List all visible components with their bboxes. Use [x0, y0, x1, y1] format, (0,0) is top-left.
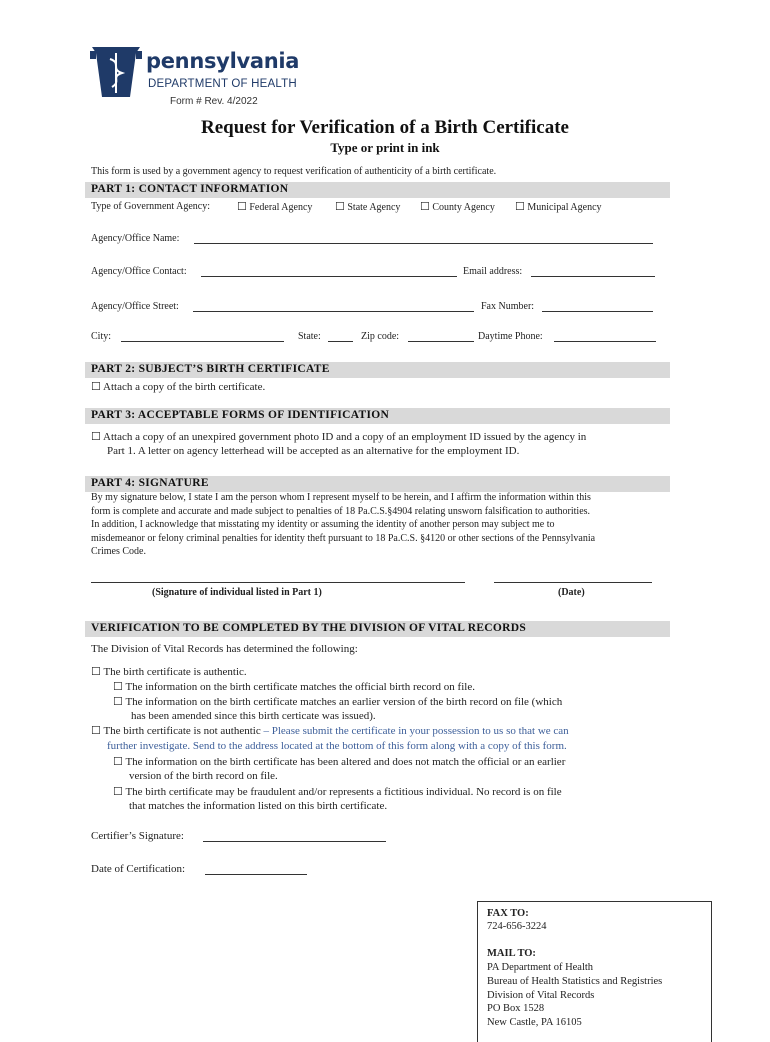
agency-contact-field[interactable]	[201, 276, 457, 277]
certifier-signature-label: Certifier’s Signature:	[91, 830, 184, 842]
checkbox-icon: ☐	[335, 201, 345, 213]
agency-type-municipal[interactable]: ☐ Municipal Agency	[515, 201, 602, 213]
fax-heading: FAX TO:	[487, 908, 529, 919]
zip-field[interactable]	[408, 341, 474, 342]
agency-type-state[interactable]: ☐ State Agency	[335, 201, 401, 213]
date-field[interactable]	[494, 582, 652, 583]
authentic-option[interactable]: ☐ The birth certificate is authentic.	[91, 666, 247, 678]
not-authentic-option[interactable]: ☐ The birth certificate is not authentic – Please submit the certificate in your possession to us so that we can	[91, 725, 569, 737]
page-subtitle: Type or print in ink	[330, 140, 440, 155]
certifier-signature-field[interactable]	[203, 841, 386, 842]
daytime-phone-label: Daytime Phone:	[478, 331, 543, 342]
part4-text-line: misdemeanor or felony criminal penalties for identity theft pursuant to 18 Pa.C.S. §4120 or other sections of the Pennsylvania	[91, 533, 596, 544]
checkbox-icon: ☐	[113, 696, 123, 708]
agency-type-label: Type of Government Agency:	[91, 201, 210, 212]
checkbox-icon: ☐	[237, 201, 247, 213]
mail-line: Division of Vital Records	[487, 990, 595, 1001]
agency-contact-label: Agency/Office Contact:	[91, 266, 187, 277]
not-authentic-suboption-fraudulent-cont: that matches the information listed on this birth certificate.	[129, 800, 388, 812]
verification-heading: VERIFICATION TO BE COMPLETED BY THE DIVISION OF VITAL RECORDS	[91, 622, 527, 634]
mail-line: Bureau of Health Statistics and Registries	[487, 976, 663, 987]
agency-street-label: Agency/Office Street:	[91, 301, 179, 312]
agency-name-label: Agency/Office Name:	[91, 233, 180, 244]
not-authentic-suboption-fraudulent[interactable]: ☐ The birth certificate may be fraudulent and/or represents a fictitious individual. No record is on file	[113, 786, 562, 798]
part4-text-line: By my signature below, I state I am the person whom I represent myself to be herein, and I affirm the information within this	[91, 492, 591, 503]
signature-caption: (Signature of individual listed in Part 1)	[152, 587, 322, 598]
logo-name: pennsylvania	[146, 49, 300, 73]
agency-street-field[interactable]	[193, 311, 474, 312]
state-label: State:	[298, 331, 321, 342]
mail-line: PA Department of Health	[487, 962, 594, 973]
part3-heading: PART 3: ACCEPTABLE FORMS OF IDENTIFICATION	[91, 409, 390, 421]
part2-heading: PART 2: SUBJECT’S BIRTH CERTIFICATE	[91, 363, 330, 375]
part4-text-line: Crimes Code.	[91, 546, 146, 557]
fax-number-field[interactable]	[542, 311, 653, 312]
mail-heading: MAIL TO:	[487, 948, 536, 959]
agency-name-field[interactable]	[194, 243, 653, 244]
checkbox-icon: ☐	[91, 725, 101, 737]
part4-text-line: form is complete and accurate and made subject to penalties of 18 Pa.C.S.§4904 relating unsworn falsification to authorities.	[91, 506, 591, 517]
signature-field[interactable]	[91, 582, 465, 583]
page-title: Request for Verification of a Birth Certificate	[201, 117, 569, 138]
not-authentic-note-cont: further investigate. Send to the address located at the bottom of this form along with a copy of this form.	[107, 740, 567, 752]
checkbox-icon: ☐	[91, 431, 101, 443]
city-field[interactable]	[121, 341, 284, 342]
part2-attach-item[interactable]: ☐ Attach a copy of the birth certificate.	[91, 381, 266, 393]
part1-section-bar	[85, 182, 670, 198]
checkbox-icon: ☐	[420, 201, 430, 213]
checkbox-icon: ☐	[91, 381, 101, 393]
mail-line: New Castle, PA 16105	[487, 1017, 582, 1028]
mail-line: PO Box 1528	[487, 1003, 545, 1014]
logo-department: DEPARTMENT OF HEALTH	[148, 78, 297, 90]
checkbox-icon: ☐	[515, 201, 525, 213]
checkbox-icon: ☐	[113, 756, 123, 768]
daytime-phone-field[interactable]	[554, 341, 656, 342]
authentic-suboption-matches[interactable]: ☐ The information on the birth certificate matches the official birth record on file.	[113, 681, 475, 693]
certification-date-field[interactable]	[205, 874, 307, 875]
intro-text: This form is used by a government agency to request verification of authenticity of a birth certificate.	[91, 166, 497, 177]
checkbox-icon: ☐	[113, 681, 123, 693]
keystone-logo-icon	[90, 45, 142, 99]
checkbox-icon: ☐	[113, 786, 123, 798]
part2-section-bar	[85, 362, 670, 378]
email-label: Email address:	[463, 266, 523, 277]
authentic-suboption-amended[interactable]: ☐ The information on the birth certificate matches an earlier version of the birth record on file (which	[113, 696, 563, 708]
state-field[interactable]	[328, 341, 353, 342]
date-caption: (Date)	[558, 587, 585, 598]
part4-text-line: In addition, I acknowledge that misstating my identity or assuming the identity of another person may subject me to	[91, 519, 555, 530]
not-authentic-suboption-altered[interactable]: ☐ The information on the birth certificate has been altered and does not match the official or an earlier	[113, 756, 566, 768]
authentic-suboption-amended-cont: has been amended since this birth certicate was issued).	[131, 710, 376, 722]
agency-type-federal[interactable]: ☐ Federal Agency	[237, 201, 313, 213]
pa-health-logo	[90, 45, 300, 100]
not-authentic-suboption-altered-cont: version of the birth record on file.	[129, 770, 278, 782]
certification-date-label: Date of Certification:	[91, 863, 186, 875]
part4-section-bar	[85, 476, 670, 492]
agency-type-county[interactable]: ☐ County Agency	[420, 201, 495, 213]
part4-heading: PART 4: SIGNATURE	[91, 477, 209, 489]
email-field[interactable]	[531, 276, 655, 277]
not-authentic-note: – Please submit the certificate in your possession to us so that we can	[260, 725, 569, 737]
part3-item-continued: Part 1. A letter on agency letterhead will be accepted as an alternative for the employment ID.	[107, 445, 520, 457]
zip-label: Zip code:	[361, 331, 400, 342]
fax-number: 724-656-3224	[487, 921, 547, 932]
checkbox-icon: ☐	[91, 666, 101, 678]
verification-section-bar	[85, 621, 670, 637]
part3-attach-item[interactable]: ☐ Attach a copy of an unexpired government photo ID and a copy of an employment ID issued by the agency in	[91, 431, 587, 443]
verification-intro: The Division of Vital Records has determined the following:	[91, 643, 358, 655]
fax-mail-box	[477, 901, 712, 1042]
part3-section-bar	[85, 408, 670, 424]
form-revision: Form # Rev. 4/2022	[170, 96, 258, 107]
city-label: City:	[91, 331, 112, 342]
fax-number-label: Fax Number:	[481, 301, 535, 312]
part1-heading: PART 1: CONTACT INFORMATION	[91, 183, 289, 195]
